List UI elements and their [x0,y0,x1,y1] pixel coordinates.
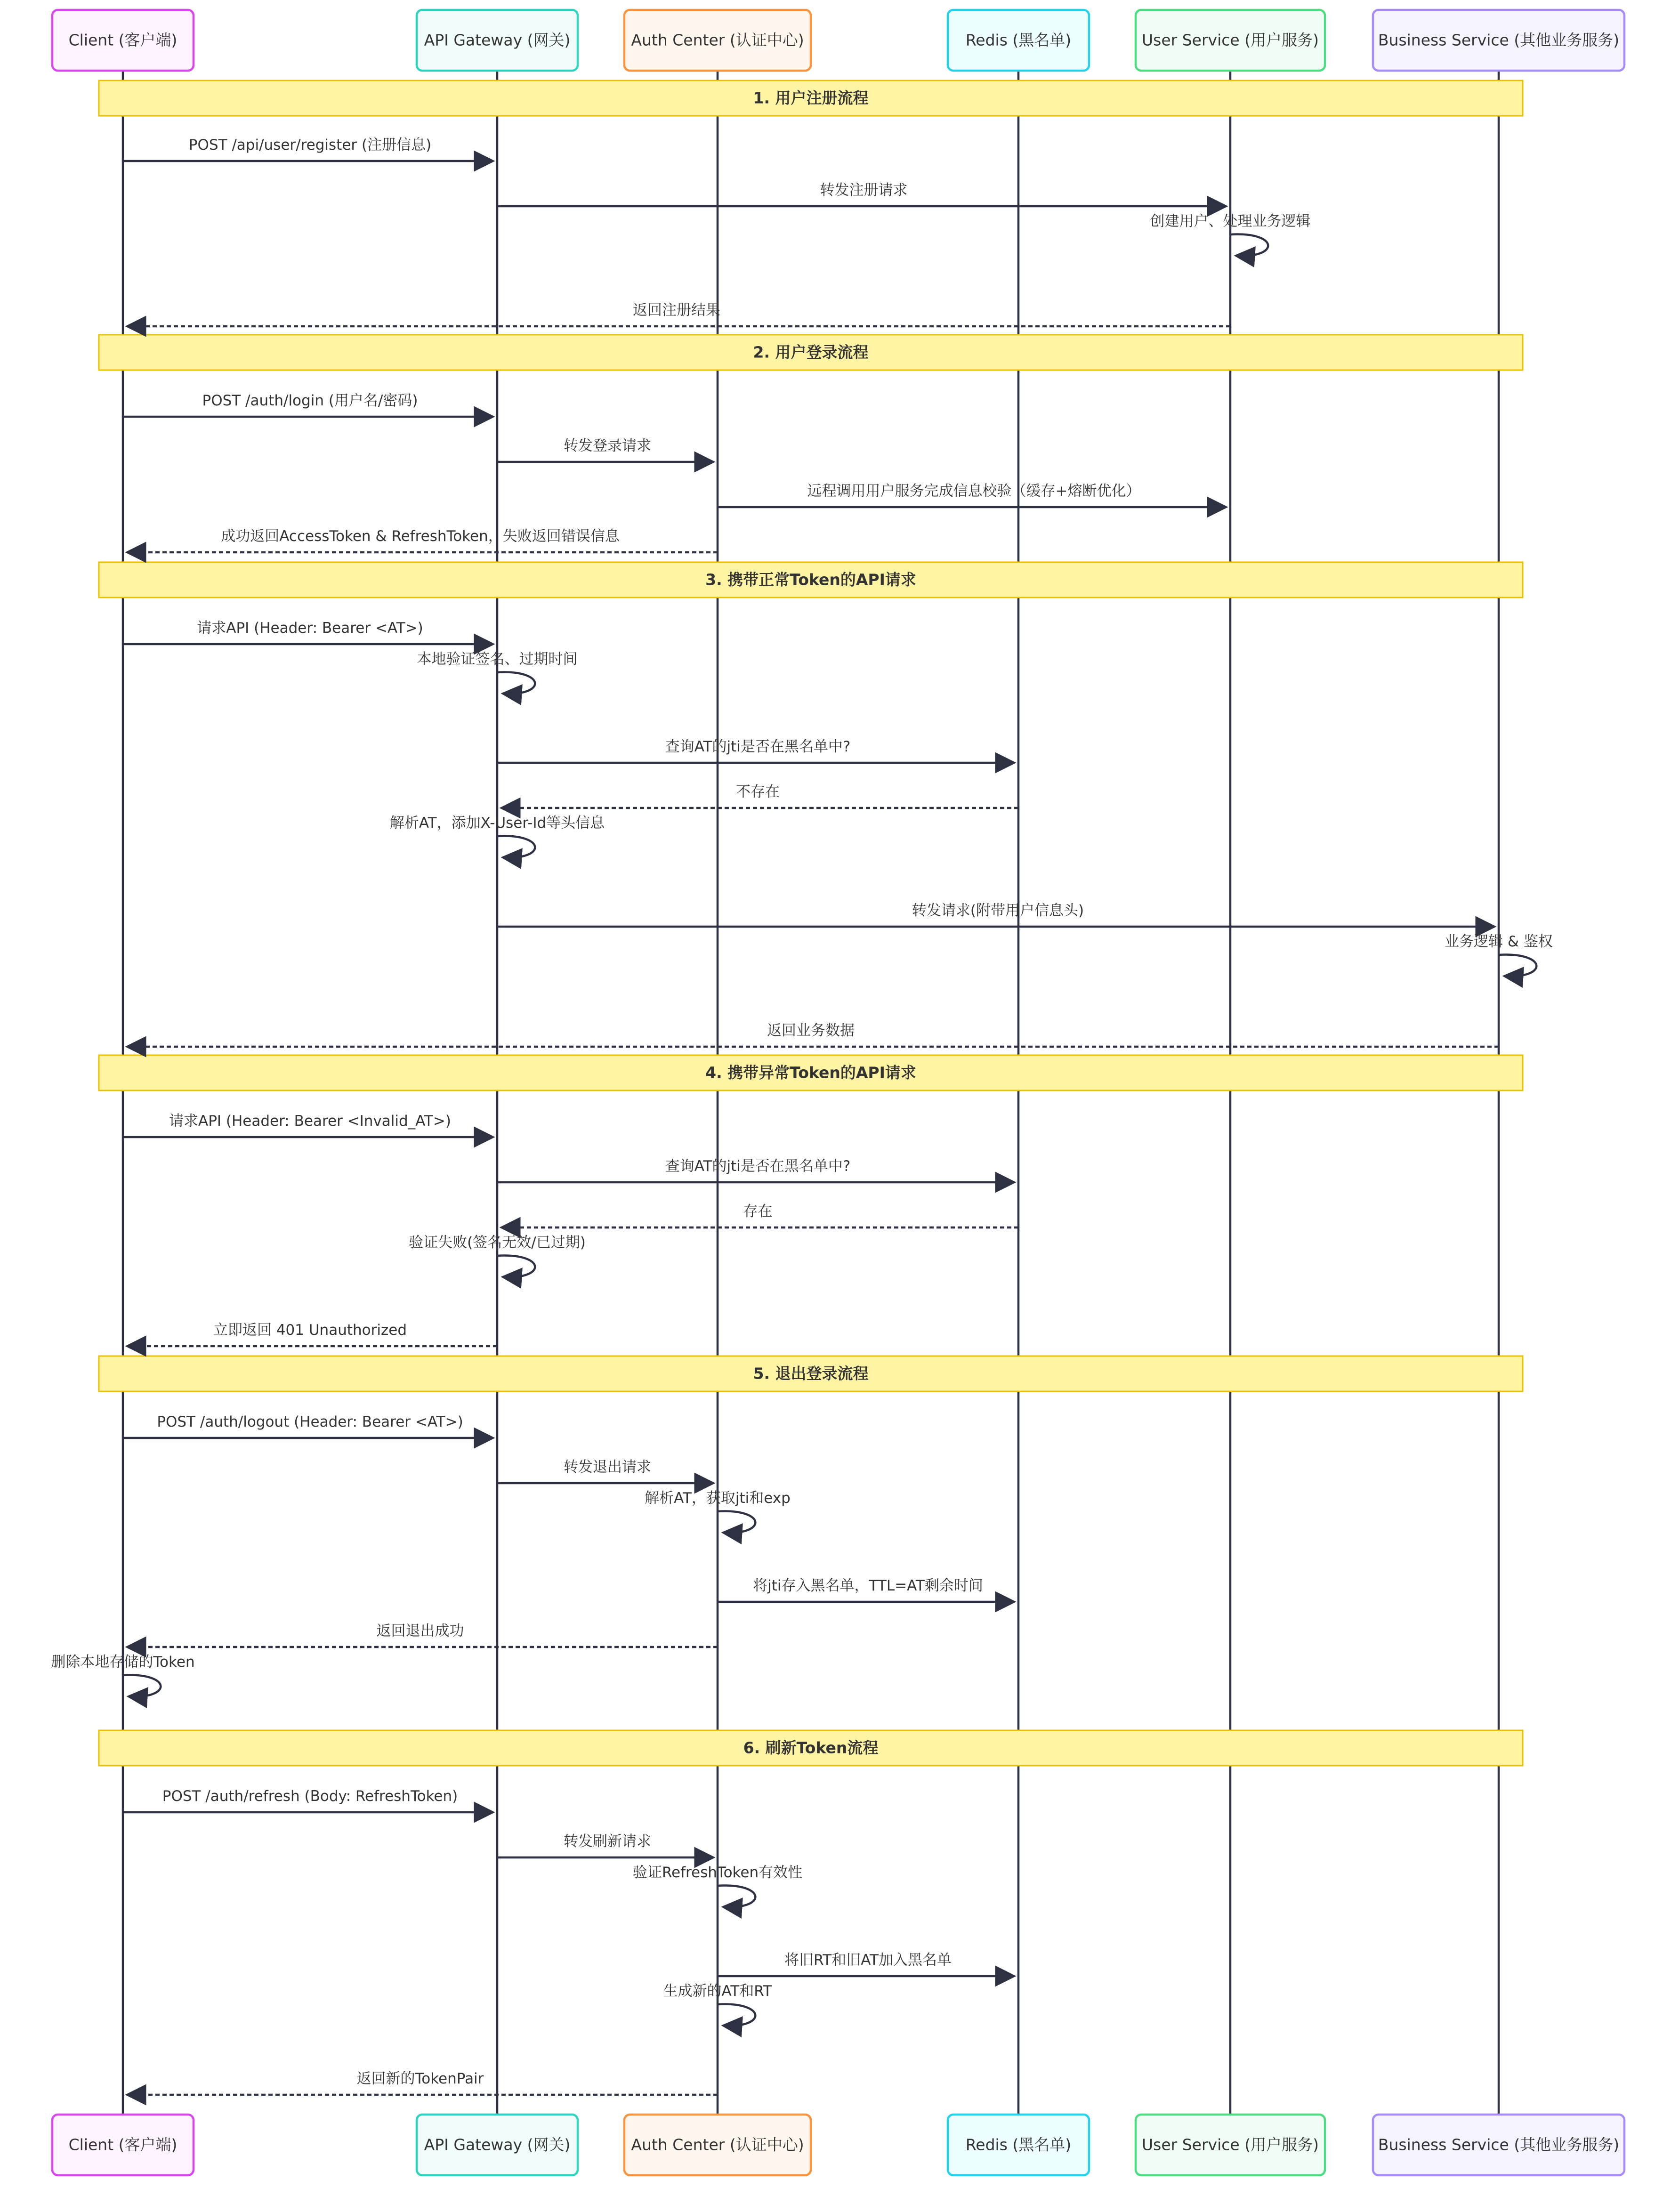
message-label: 远程调用用户服务完成信息校验（缓存+熔断优化） [807,483,1141,500]
participant-redis-bottom [948,2115,1089,2175]
section-1 [99,81,1523,116]
section-title: 6. 刷新Token流程 [743,1738,879,1757]
message-label: 生成新的AT和RT [663,1983,772,2000]
message-label: 转发注册请求 [820,182,908,199]
section-title: 3. 携带正常Token的API请求 [705,570,916,589]
participant-user-top [1136,10,1325,71]
message-label: 转发刷新请求 [564,1833,651,1850]
self-message-arrow [123,1675,161,1697]
message [497,437,713,462]
participant-label: Auth Center (认证中心) [631,2135,804,2154]
participant-label: Client (客户端) [68,31,178,49]
participant-label: User Service (用户服务) [1142,2135,1319,2154]
lifelines [123,71,1499,2115]
message-label: 查询AT的jti是否在黑名单中? [665,738,851,755]
message-label: POST /auth/refresh (Body: RefreshToken) [162,1788,458,1805]
message-label: 解析AT，添加X-User-Id等头信息 [389,815,605,832]
section-title: 5. 退出登录流程 [753,1364,869,1383]
section-title: 2. 用户登录流程 [753,343,869,362]
self-message-arrow [718,1511,755,1533]
message-label: 请求API (Header: Bearer <Invalid_AT>) [169,1113,452,1130]
message [123,1413,493,1438]
message [501,1203,1018,1227]
section-banners [99,81,1523,1766]
message [127,1322,497,1346]
section-2 [99,335,1523,370]
message-label: 返回新的TokenPair [356,2070,484,2087]
message-label: 解析AT，获取jti和exp [645,1490,791,1507]
message-label: POST /auth/login (用户名/密码) [202,392,418,409]
message-label: 将jti存入黑名单，TTL=AT剩余时间 [753,1577,983,1594]
section-4 [99,1055,1523,1090]
participant-label: User Service (用户服务) [1142,31,1319,49]
message-label: 删除本地存储的Token [51,1654,195,1671]
participant-label: API Gateway (网关) [424,2135,571,2154]
message-label: 创建用户、处理业务逻辑 [1150,213,1311,230]
message [123,1113,493,1137]
message [497,182,1226,206]
message-label: POST /api/user/register (注册信息) [188,137,432,153]
participant-redis-top [948,10,1089,71]
section-5 [99,1356,1523,1391]
participant-business-top [1373,10,1624,71]
participant-auth-bottom [624,2115,811,2175]
message-label: 将旧RT和旧AT加入黑名单 [784,1952,952,1969]
section-title: 1. 用户注册流程 [753,89,869,107]
message-label: 存在 [743,1203,773,1220]
messages [51,137,1553,2095]
message [127,302,1230,326]
message [497,1459,713,1483]
message-label: 不存在 [736,783,780,800]
message [123,137,493,161]
message-label: 转发退出请求 [564,1459,651,1476]
message-label: 转发请求(附带用户信息头) [912,902,1084,919]
section-6 [99,1730,1523,1766]
message [497,902,1494,927]
self-message-arrow [718,1886,755,1907]
message-label: 验证失败(签名无效/已过期) [409,1234,586,1251]
self-message-arrow [1230,234,1268,256]
message-label: 返回业务数据 [767,1022,855,1039]
message [123,1788,493,1812]
message-label: 返回注册结果 [633,302,720,319]
message-label: POST /auth/logout (Header: Bearer <AT>) [157,1413,463,1430]
message-label: 查询AT的jti是否在黑名单中? [665,1158,851,1175]
participant-label: Redis (黑名单) [965,31,1072,49]
message-label: 返回退出成功 [376,1623,464,1639]
message [127,1623,718,1647]
self-message-arrow [718,2004,755,2026]
message [718,1952,1014,1976]
self-message-arrow [497,1256,535,1277]
message [718,1577,1014,1602]
participant-business-bottom [1373,2115,1624,2175]
message [497,1833,713,1857]
participant-client-top [52,10,194,71]
message-label: 成功返回AccessToken & RefreshToken，失败返回错误信息 [221,528,620,545]
message [123,620,493,644]
message [123,392,493,417]
participant-label: Auth Center (认证中心) [631,31,804,49]
message [127,528,718,552]
section-3 [99,562,1523,597]
message [501,783,1018,808]
participant-label: Business Service (其他业务服务) [1378,31,1620,49]
self-message-arrow [1499,955,1536,977]
participant-label: Client (客户端) [68,2135,178,2154]
message-label: 业务逻辑 & 鉴权 [1445,933,1553,950]
participant-label: Business Service (其他业务服务) [1378,2135,1620,2154]
message [497,1158,1014,1182]
message-label: 立即返回 401 Unauthorized [213,1322,407,1339]
message [497,738,1014,763]
self-message-arrow [497,836,535,858]
self-message-arrow [497,672,535,694]
section-title: 4. 携带异常Token的API请求 [705,1063,916,1082]
participant-label: Redis (黑名单) [965,2135,1072,2154]
message-label: 请求API (Header: Bearer <AT>) [197,620,423,637]
message [718,483,1226,507]
participant-auth-top [624,10,811,71]
message [127,2070,718,2095]
message-label: 验证RefreshToken有效性 [632,1864,803,1881]
participant-gateway-top [417,10,578,71]
participant-label: API Gateway (网关) [424,31,571,49]
message-label: 转发登录请求 [564,437,651,454]
message-label: 本地验证签名、过期时间 [417,651,578,668]
participant-user-bottom [1136,2115,1325,2175]
participant-client-bottom [52,2115,194,2175]
message [127,1022,1499,1047]
participant-gateway-bottom [417,2115,578,2175]
